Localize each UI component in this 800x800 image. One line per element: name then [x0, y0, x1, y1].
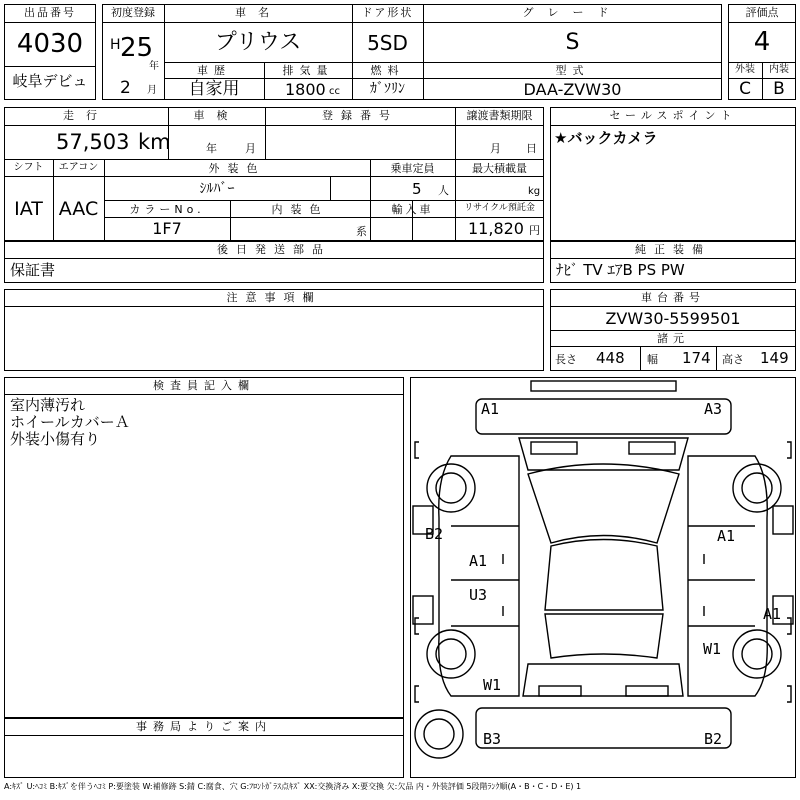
divider — [716, 346, 717, 371]
capacity-unit: 人 — [438, 184, 449, 197]
ext-color-value: ｼﾙﾊﾞｰ — [199, 181, 235, 197]
int-score-label: 内装 — [769, 64, 789, 75]
divider — [4, 306, 544, 307]
divider — [4, 159, 544, 160]
divider — [164, 62, 722, 63]
month-unit: 月 — [147, 85, 157, 96]
aircon-value: AAC — [58, 198, 99, 220]
mark-u3-left: U3 — [469, 586, 488, 604]
ext-score-label: 外装 — [735, 64, 755, 75]
car-outline-diagram — [411, 378, 795, 777]
capacity-label: 乗車定員 — [390, 162, 435, 175]
mark-a1-front-left: A1 — [481, 400, 500, 418]
mark-b3-rear-left: B3 — [483, 730, 502, 748]
interior-score: B — [773, 79, 785, 99]
spare-wheel-left — [415, 710, 463, 758]
aircon-label: エアコン — [58, 162, 99, 173]
details-table — [4, 107, 544, 241]
notes-label: 注意事項欄 — [226, 291, 322, 304]
era-label: H — [110, 37, 121, 53]
mark-a1-left-door: A1 — [469, 552, 488, 570]
exterior-score: C — [739, 79, 751, 99]
divider — [550, 346, 796, 347]
inspection-label: 車検 — [193, 109, 240, 122]
inspection-year-unit: 年 — [206, 142, 217, 155]
left-body — [439, 456, 519, 696]
history-label: 車歴 — [197, 64, 231, 77]
mark-b2-rear-right: B2 — [704, 730, 723, 748]
divider — [550, 330, 796, 331]
length-value: 448 — [596, 349, 625, 367]
sales-points-value: ★バックカメラ — [554, 129, 658, 147]
score-label: 評価点 — [745, 6, 779, 19]
rear-window — [545, 614, 663, 658]
model-code: DAA-ZVW30 — [523, 80, 622, 99]
door-type-label: ドア形状 — [361, 6, 414, 19]
later-parts-value: 保証書 — [10, 261, 56, 279]
wheel-rear-left — [427, 630, 475, 678]
divider — [550, 125, 796, 126]
office-label: 事務局よりご案内 — [136, 720, 272, 733]
sales-points-label: セールスポイント — [609, 109, 737, 122]
grade: S — [565, 30, 580, 55]
door-type: 5SD — [367, 31, 408, 55]
lot-label: 出品番号 — [24, 6, 76, 19]
inspector-label: 検査員記入欄 — [153, 379, 255, 392]
dimensions-label: 諸元 — [657, 332, 689, 345]
car-name: プリウス — [214, 30, 302, 55]
max-load-label: 最大積載量 — [472, 162, 527, 175]
color-no-label: カラーNo. — [129, 203, 205, 216]
grade-label: グレード — [522, 6, 623, 19]
lot-number: 4030 — [16, 29, 84, 59]
divider — [4, 735, 404, 736]
fuel-type: ｶﾞｿﾘﾝ — [370, 81, 405, 97]
mileage-unit: km — [138, 130, 171, 154]
later-parts-label: 後日発送部品 — [217, 243, 331, 256]
recycle-label: リサイクル預託金 — [464, 203, 535, 213]
divider — [4, 125, 544, 126]
divider — [104, 217, 544, 218]
fuel-label: 燃料 — [370, 64, 405, 77]
divider — [550, 306, 796, 307]
right-body — [688, 456, 767, 696]
transfer-docs-label: 譲渡書類期限 — [466, 109, 533, 122]
inspector-note-2: ホイールカバーＡ — [10, 413, 130, 431]
shift-value: IAT — [14, 198, 43, 220]
divider — [164, 78, 722, 79]
car-history: 自家用 — [188, 79, 240, 99]
max-load-unit: kg — [528, 186, 541, 197]
displacement: 1800 — [285, 80, 326, 99]
import-label: 輸入車 — [391, 203, 434, 216]
registration-label: 登録番号 — [322, 109, 398, 122]
divider — [4, 258, 544, 259]
damage-diagram — [410, 377, 796, 778]
height-value: 149 — [760, 349, 789, 367]
first-reg-label: 初度登録 — [111, 6, 155, 19]
wheel-front-right — [733, 464, 781, 512]
divider — [330, 176, 331, 200]
mark-b2-left: B2 — [425, 525, 444, 543]
height-label: 高さ — [722, 353, 744, 366]
length-label: 長さ — [555, 353, 577, 366]
width-value: 174 — [682, 349, 711, 367]
first-reg-month: 2 — [120, 78, 131, 98]
model-label: 型式 — [555, 64, 590, 77]
mileage-value: 57,503 — [56, 130, 130, 154]
divider — [4, 66, 96, 67]
mark-w1-right: W1 — [703, 640, 722, 658]
mark-a1-right-side: A1 — [763, 605, 782, 623]
inspector-note-1: 室内薄汚れ — [10, 396, 86, 414]
width-label: 幅 — [647, 353, 658, 366]
int-color-label: 内装色 — [271, 203, 329, 216]
mark-w1-left: W1 — [483, 676, 502, 694]
transfer-day-unit: 日 — [526, 142, 537, 155]
displacement-label: 排気量 — [282, 64, 334, 77]
wheel-front-left — [427, 464, 475, 512]
rear-bumper — [476, 708, 731, 748]
color-no-value: 1F7 — [152, 219, 182, 238]
transfer-month-unit: 月 — [490, 142, 501, 155]
divider — [104, 200, 544, 201]
first-reg-year: 25 — [120, 33, 154, 63]
sales-points-box — [550, 107, 796, 241]
windshield — [528, 464, 679, 543]
int-color-unit: 系 — [356, 225, 367, 238]
car-name-label: 車名 — [235, 6, 281, 19]
ext-color-label: 外装色 — [208, 162, 266, 175]
shift-label: シフト — [13, 162, 44, 173]
recycle-value: 11,820 — [468, 219, 524, 238]
trunk — [523, 664, 683, 696]
equipment-label: 純正装備 — [635, 243, 711, 256]
divider — [102, 22, 722, 23]
damage-legend: A:ｷｽﾞ U:ﾍｺﾐ B:ｷｽﾞを伴うﾍｺﾐ P:要塗装 W:補修跡 S:錆 C:腐食、穴 G:ﾌﾛﾝﾄｶﾞﾗｽ点ｷｽﾞ XX:交換済み X:要交換 欠:欠品 内・外装評価 5段階ﾗﾝｸ順(A・B・C・D・E) 1 — [4, 782, 582, 791]
wheel-rear-right — [733, 630, 781, 678]
divider — [4, 394, 404, 395]
overall-score: 4 — [753, 27, 771, 57]
inspector-note-3: 外装小傷有り — [10, 430, 101, 448]
mark-a1-right-door: A1 — [717, 527, 736, 545]
capacity-value: 5 — [412, 180, 422, 198]
divider — [550, 258, 796, 259]
roof — [545, 540, 663, 611]
displacement-unit: cc — [329, 86, 340, 97]
inspection-month-unit: 月 — [245, 142, 256, 155]
year-unit: 年 — [149, 61, 159, 72]
chassis-label: 車台番号 — [641, 291, 705, 304]
mark-a3-front-right: A3 — [704, 400, 723, 418]
divider — [640, 346, 641, 371]
recycle-unit: 円 — [529, 224, 540, 237]
equipment-value: ﾅﾋﾞ TV ｴｱB PS PW — [556, 261, 685, 279]
divider — [4, 22, 96, 23]
mileage-label: 走行 — [63, 109, 109, 122]
divider — [4, 176, 544, 177]
venue-name: 岐阜デビュ — [12, 72, 88, 90]
front-bumper — [476, 399, 731, 434]
front-bumper-top — [531, 381, 676, 391]
chassis-number: ZVW30-5599501 — [605, 309, 741, 328]
divider — [728, 22, 796, 23]
